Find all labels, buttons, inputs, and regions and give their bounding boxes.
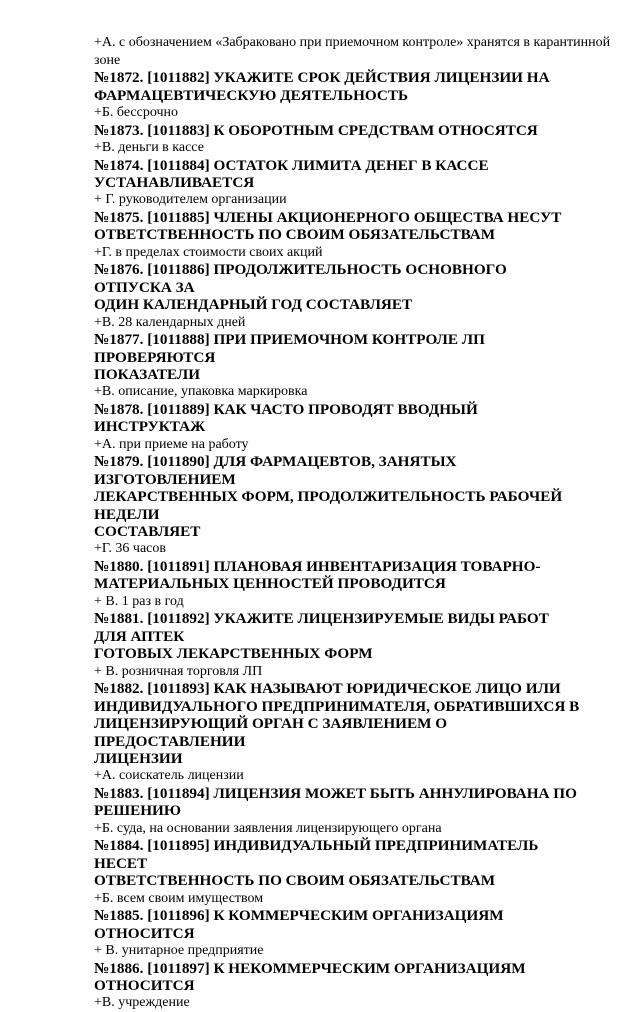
answer-line: +В. описание, упаковка маркировка <box>94 384 308 400</box>
answer-line: +Б. бессрочно <box>94 105 179 120</box>
answer-line: +В. учреждение <box>94 995 190 1011</box>
answer-line: +А. с обозначением «Забраковано при приемочном контроле» хранятся в карантинной <box>94 35 611 50</box>
question-line: №1885. [1011896] К КОММЕРЧЕСКИМ ОРГАНИЗАЦИЯМ ОТНОСИТСЯ <box>94 907 504 942</box>
question-line: №1884. [1011895] ИНДИВИДУАЛЬНЫЙ ПРЕДПРИНИМАТЕЛЬ НЕСЕТ <box>94 837 539 872</box>
answer-line: зоне <box>94 52 121 68</box>
question-line: ФАРМАЦЕВТИЧЕСКУЮ ДЕЯТЕЛЬНОСТЬ <box>94 86 409 104</box>
question-line: №1879. [1011890] ДЛЯ ФАРМАЦЕВТОВ, ЗАНЯТЫХ ИЗГОТОВЛЕНИЕМ <box>94 453 457 488</box>
answer-line: + В. розничная торговля ЛП <box>94 663 263 679</box>
answer-line: +В. деньги в кассе <box>94 140 204 155</box>
question-line: №1875. [1011885] ЧЛЕНЫ АКЦИОНЕРНОГО ОБЩЕСТВА НЕСУТ <box>94 209 562 226</box>
answer-line: +Г. 36 часов <box>94 541 166 557</box>
question-line: №1880. [1011891] ПЛАНОВАЯ ИНВЕНТАРИЗАЦИЯ ТОВАРНО- <box>94 558 541 576</box>
answer-line: +Б. суда, на основании заявления лицензирующего органа <box>94 820 442 836</box>
question-line: №1877. [1011888] ПРИ ПРИЕМОЧНОМ КОНТРОЛЕ ЛП ПРОВЕРЯЮТСЯ <box>94 331 485 366</box>
question-line: ОТВЕТСТВЕННОСТЬ ПО СВОИМ ОБЯЗАТЕЛЬСТВАМ <box>94 872 496 890</box>
question-line: СОСТАВЛЯЕТ <box>94 523 201 541</box>
question-line: МАТЕРИАЛЬНЫХ ЦЕННОСТЕЙ ПРОВОДИТСЯ <box>94 575 446 593</box>
question-line: №1872. [1011882] УКАЖИТЕ СРОК ДЕЙСТВИЯ ЛИЦЕНЗИИ НА <box>94 69 550 87</box>
answer-line: + Г. руководителем организации <box>94 192 287 208</box>
question-line: ЛИЦЕНЗИРУЮЩИЙ ОРГАН С ЗАЯВЛЕНИЕМ О ПРЕДОСТАВЛЕНИИ <box>94 715 448 750</box>
question-line: ИНДИВИДУАЛЬНОГО ПРЕДПРИНИМАТЕЛЯ, ОБРАТИВШИХСЯ В <box>94 697 580 715</box>
answer-line: +Г. в пределах стоимости своих акций <box>94 244 323 260</box>
question-line: №1882. [1011893] КАК НАЗЫВАЮТ ЮРИДИЧЕСКОЕ ЛИЦО ИЛИ <box>94 680 561 698</box>
question-line: №1873. [1011883] К ОБОРОТНЫМ СРЕДСТВАМ ОТНОСЯТСЯ <box>94 121 538 139</box>
question-line: ЛЕКАРСТВЕННЫХ ФОРМ, ПРОДОЛЖИТЕЛЬНОСТЬ РАБОЧЕЙ НЕДЕЛИ <box>94 488 563 523</box>
question-line: ГОТОВЫХ ЛЕКАРСТВЕННЫХ ФОРМ <box>94 645 373 663</box>
answer-line: +Б. всем своим имуществом <box>94 890 264 906</box>
answer-line: + В. унитарное предприятие <box>94 942 264 958</box>
question-line: №1881. [1011892] УКАЖИТЕ ЛИЦЕНЗИРУЕМЫЕ ВИДЫ РАБОТ ДЛЯ АПТЕК <box>94 610 549 645</box>
question-line: ОДИН КАЛЕНДАРНЫЙ ГОД СОСТАВЛЯЕТ <box>94 296 413 314</box>
question-line: №1874. [1011884] ОСТАТОК ЛИМИТА ДЕНЕГ В КАССЕ УСТАНАВЛИВАЕТСЯ <box>94 156 489 191</box>
question-line: №1883. [1011894] ЛИЦЕНЗИЯ МОЖЕТ БЫТЬ АННУЛИРОВАНА ПО <box>94 784 577 802</box>
question-line: РЕШЕНИЮ <box>94 802 181 820</box>
answer-line: + В. 1 раз в год <box>94 593 184 609</box>
answer-line: +А. соискатель лицензии <box>94 768 244 784</box>
question-line: №1878. [1011889] КАК ЧАСТО ПРОВОДЯТ ВВОДНЫЙ ИНСТРУКТАЖ <box>94 401 478 436</box>
answer-line: +А. при приеме на работу <box>94 436 249 452</box>
question-line: №1886. [1011897] К НЕКОММЕРЧЕСКИМ ОРГАНИЗАЦИЯМ ОТНОСИТСЯ <box>94 959 526 994</box>
question-line: №1876. [1011886] ПРОДОЛЖИТЕЛЬНОСТЬ ОСНОВНОГО ОТПУСКА ЗА <box>94 261 507 296</box>
question-line: ПОКАЗАТЕЛИ <box>94 366 201 384</box>
question-line: ЛИЦЕНЗИИ <box>94 749 183 767</box>
answer-line: +В. 28 календарных дней <box>94 314 246 330</box>
question-line: ОТВЕТСТВЕННОСТЬ ПО СВОИМ ОБЯЗАТЕЛЬСТВАМ <box>94 226 496 244</box>
